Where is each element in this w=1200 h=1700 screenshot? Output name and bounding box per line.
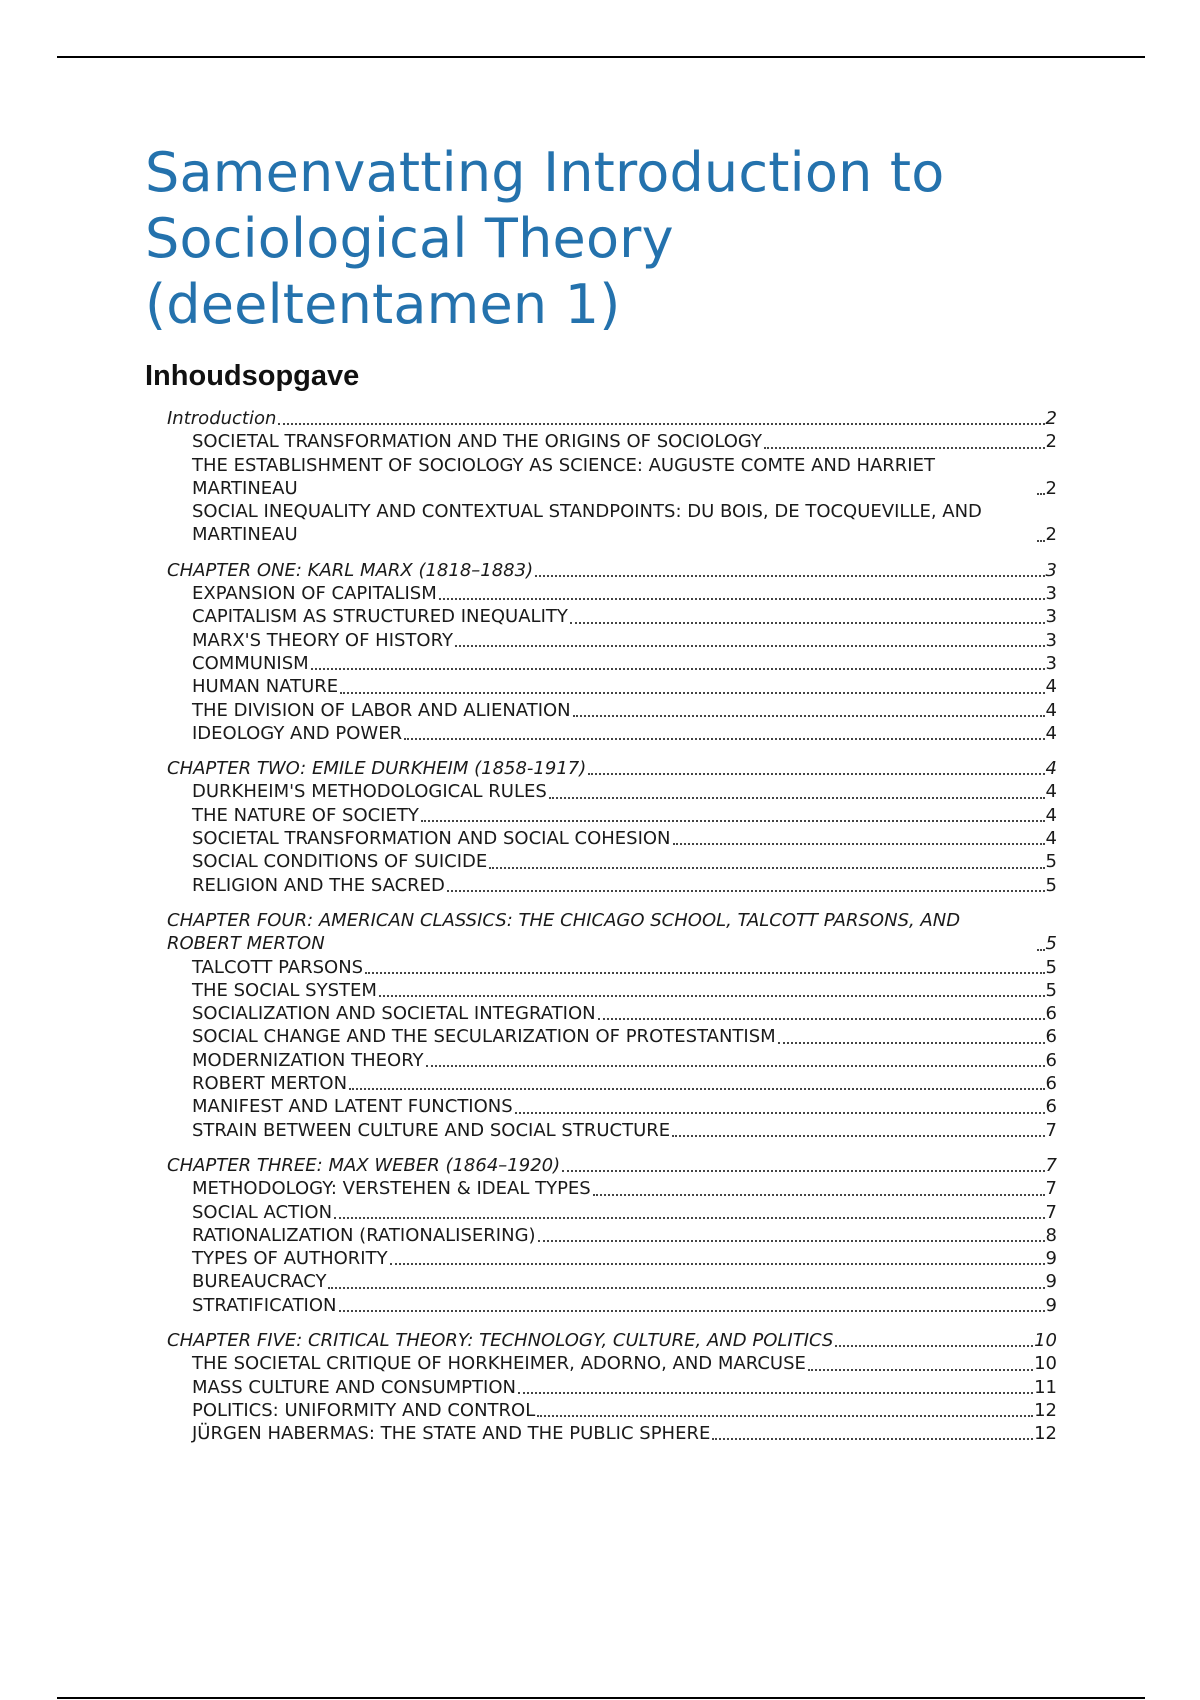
toc-page-number: 4 bbox=[1045, 758, 1057, 780]
toc-dot-leader bbox=[549, 797, 1045, 799]
toc-entry-label: MANIFEST AND LATENT FUNCTIONS bbox=[192, 1096, 513, 1118]
toc-dot-leader bbox=[390, 1263, 1045, 1265]
toc-chapter-block bbox=[167, 407, 1057, 547]
document-title: Samenvatting Introduction to Sociological Theory (deeltentamen 1) bbox=[145, 141, 945, 336]
toc-section-entry[interactable] bbox=[167, 979, 1057, 1002]
toc-dot-leader bbox=[535, 575, 1044, 577]
toc-entry-label: METHODOLOGY: VERSTEHEN & IDEAL TYPES bbox=[192, 1178, 591, 1200]
toc-section-entry[interactable] bbox=[167, 1376, 1057, 1399]
toc-section-entry[interactable] bbox=[167, 582, 1057, 605]
toc-dot-leader bbox=[328, 1287, 1044, 1289]
toc-entry-label: SOCIETAL TRANSFORMATION AND SOCIAL COHESION bbox=[192, 828, 671, 850]
toc-entry-label: SOCIAL CONDITIONS OF SUICIDE bbox=[192, 851, 488, 873]
toc-entry-label: THE ESTABLISHMENT OF SOCIOLOGY AS SCIENCE: AUGUSTE COMTE AND HARRIET MARTINEAU bbox=[192, 454, 935, 499]
toc-section-entry[interactable] bbox=[167, 850, 1057, 873]
toc-section-entry[interactable] bbox=[167, 1270, 1057, 1293]
toc-dot-leader bbox=[562, 1170, 1044, 1172]
toc-entry-label: THE SOCIAL SYSTEM bbox=[192, 979, 377, 1001]
toc-dot-leader bbox=[404, 738, 1044, 740]
toc-section-entry[interactable] bbox=[167, 1352, 1057, 1375]
toc-section-entry[interactable] bbox=[167, 1247, 1057, 1270]
toc-chapter-block bbox=[167, 757, 1057, 897]
toc-entry-label: MODERNIZATION THEORY bbox=[192, 1049, 424, 1071]
toc-dot-leader bbox=[515, 1112, 1045, 1114]
toc-dot-leader bbox=[588, 773, 1044, 775]
toc-chapter-entry[interactable] bbox=[167, 559, 1057, 582]
toc-dot-leader bbox=[426, 1065, 1045, 1067]
toc-page-number: 7 bbox=[1045, 1154, 1057, 1176]
toc-chapter-entry[interactable] bbox=[167, 407, 1057, 430]
toc-entry-label: DURKHEIM'S METHODOLOGICAL RULES bbox=[192, 781, 547, 803]
toc-page-number: 4 bbox=[1045, 828, 1057, 850]
toc-chapter-entry[interactable] bbox=[167, 909, 1057, 956]
toc-dot-leader bbox=[311, 668, 1045, 670]
toc-section-entry[interactable] bbox=[167, 1002, 1057, 1025]
toc-dot-leader bbox=[421, 820, 1045, 822]
toc-chapter-block bbox=[167, 909, 1057, 1142]
toc-chapter-block bbox=[167, 1154, 1057, 1317]
toc-section-entry[interactable] bbox=[167, 1201, 1057, 1224]
toc-entry-label: CHAPTER FOUR: AMERICAN CLASSICS: THE CHICAGO SCHOOL, TALCOTT PARSONS, AND ROBERT MERTON bbox=[167, 909, 961, 955]
toc-dot-leader bbox=[593, 1194, 1045, 1196]
toc-page-number: 12 bbox=[1034, 1399, 1057, 1421]
toc-entry-label: CAPITALISM AS STRUCTURED INEQUALITY bbox=[192, 606, 568, 628]
toc-entry-label: CHAPTER THREE: MAX WEBER (1864–1920) bbox=[167, 1154, 561, 1176]
toc-dot-leader bbox=[447, 890, 1045, 892]
toc-page-number: 12 bbox=[1034, 1423, 1057, 1445]
toc-page-number: 2 bbox=[1045, 408, 1057, 429]
toc-page-number: 6 bbox=[1045, 1003, 1057, 1025]
toc-entry-label: THE NATURE OF SOCIETY bbox=[192, 804, 419, 826]
toc-page-number: 5 bbox=[1045, 851, 1057, 873]
toc-chapter-block bbox=[167, 559, 1057, 745]
toc-dot-leader bbox=[1037, 949, 1045, 951]
toc-section-entry[interactable] bbox=[167, 874, 1057, 897]
toc-section-entry[interactable] bbox=[167, 780, 1057, 803]
toc-section-entry[interactable] bbox=[167, 605, 1057, 628]
toc-page-number: 9 bbox=[1045, 1294, 1057, 1316]
toc-section-entry[interactable] bbox=[167, 1025, 1057, 1048]
toc-section-entry[interactable] bbox=[167, 454, 1057, 501]
toc-dot-leader bbox=[808, 1369, 1033, 1371]
toc-entry-label: JÜRGEN HABERMAS: THE STATE AND THE PUBLIC SPHERE bbox=[192, 1423, 711, 1445]
toc-entry-label: POLITICS: UNIFORMITY AND CONTROL bbox=[192, 1399, 536, 1421]
toc-entry-label: IDEOLOGY AND POWER bbox=[192, 722, 403, 744]
toc-page-number: 11 bbox=[1034, 1376, 1057, 1398]
toc-page-number: 3 bbox=[1045, 583, 1057, 605]
toc-entry-label: CHAPTER TWO: EMILE DURKHEIM (1858-1917) bbox=[167, 758, 587, 780]
toc-section-entry[interactable] bbox=[167, 804, 1057, 827]
toc-dot-leader bbox=[340, 692, 1044, 694]
toc-section-entry[interactable] bbox=[167, 1399, 1057, 1422]
toc-dot-leader bbox=[835, 1345, 1033, 1347]
toc-entry-label: RATIONALIZATION (RATIONALISERING) bbox=[192, 1224, 536, 1246]
toc-page-number: 6 bbox=[1045, 1073, 1057, 1095]
toc-chapter-block bbox=[167, 1329, 1057, 1445]
toc-dot-leader bbox=[379, 995, 1045, 997]
toc-entry-label: MARX'S THEORY OF HISTORY bbox=[192, 629, 453, 651]
toc-section-entry[interactable] bbox=[167, 1095, 1057, 1118]
toc-page-number: 4 bbox=[1045, 676, 1057, 698]
toc-section-entry[interactable] bbox=[167, 1049, 1057, 1072]
toc-entry-label: Introduction bbox=[167, 408, 277, 429]
toc-entry-label: SOCIALIZATION AND SOCIETAL INTEGRATION bbox=[192, 1003, 596, 1025]
toc-page-number: 2 bbox=[1045, 431, 1057, 453]
toc-page-number: 5 bbox=[1045, 933, 1057, 955]
toc-dot-leader bbox=[570, 622, 1045, 624]
toc-page-number: 3 bbox=[1045, 652, 1057, 674]
toc-page-number: 5 bbox=[1045, 979, 1057, 1001]
toc-chapter-entry[interactable] bbox=[167, 1329, 1057, 1352]
toc-dot-leader bbox=[518, 1392, 1033, 1394]
toc-section-entry[interactable] bbox=[167, 500, 1057, 547]
toc-dot-leader bbox=[673, 843, 1045, 845]
toc-section-entry[interactable] bbox=[167, 652, 1057, 675]
toc-dot-leader bbox=[1037, 493, 1045, 495]
toc-page-number: 9 bbox=[1045, 1271, 1057, 1293]
toc-entry-label: ROBERT MERTON bbox=[192, 1073, 348, 1095]
toc-section-entry[interactable] bbox=[167, 1224, 1057, 1247]
toc-page-number: 2 bbox=[1045, 524, 1057, 546]
top-rule bbox=[57, 56, 1145, 58]
toc-dot-leader bbox=[455, 645, 1045, 647]
toc-dot-leader bbox=[489, 867, 1044, 869]
toc-entry-label: RELIGION AND THE SACRED bbox=[192, 874, 445, 896]
toc-dot-leader bbox=[349, 1088, 1045, 1090]
toc-entry-label: TALCOTT PARSONS bbox=[192, 956, 364, 978]
toc-entry-label: CHAPTER ONE: KARL MARX (1818–1883) bbox=[167, 559, 534, 581]
toc-entry-label: CHAPTER FIVE: CRITICAL THEORY: TECHNOLOGY, CULTURE, AND POLITICS bbox=[167, 1329, 834, 1351]
toc-page-number: 3 bbox=[1045, 606, 1057, 628]
toc-entry-label: SOCIAL INEQUALITY AND CONTEXTUAL STANDPOINTS: DU BOIS, DE TOCQUEVILLE, AND MARTINEAU bbox=[192, 501, 982, 546]
toc-dot-leader bbox=[672, 1135, 1044, 1137]
toc-section-entry[interactable] bbox=[167, 1177, 1057, 1200]
toc-entry-label: STRATIFICATION bbox=[192, 1294, 337, 1316]
toc-entry-label: STRAIN BETWEEN CULTURE AND SOCIAL STRUCTURE bbox=[192, 1119, 671, 1141]
table-of-contents bbox=[167, 407, 1057, 1445]
toc-page-number: 7 bbox=[1045, 1201, 1057, 1223]
toc-section-entry[interactable] bbox=[167, 1422, 1057, 1445]
toc-page-number: 4 bbox=[1045, 781, 1057, 803]
toc-dot-leader bbox=[365, 972, 1044, 974]
toc-page-number: 3 bbox=[1045, 629, 1057, 651]
toc-entry-label: TYPES OF AUTHORITY bbox=[192, 1248, 388, 1270]
toc-page-number: 7 bbox=[1045, 1178, 1057, 1200]
toc-page-number: 6 bbox=[1045, 1096, 1057, 1118]
toc-dot-leader bbox=[278, 423, 1044, 425]
toc-dot-leader bbox=[334, 1217, 1045, 1219]
toc-dot-leader bbox=[712, 1438, 1033, 1440]
toc-dot-leader bbox=[1037, 540, 1045, 542]
toc-dot-leader bbox=[573, 715, 1045, 717]
toc-dot-leader bbox=[598, 1018, 1045, 1020]
toc-dot-leader bbox=[778, 1042, 1045, 1044]
toc-entry-label: THE SOCIETAL CRITIQUE OF HORKHEIMER, ADORNO, AND MARCUSE bbox=[192, 1353, 806, 1375]
toc-page-number: 4 bbox=[1045, 804, 1057, 826]
toc-page-number: 3 bbox=[1045, 559, 1057, 581]
toc-dot-leader bbox=[538, 1240, 1045, 1242]
toc-entry-label: SOCIETAL TRANSFORMATION AND THE ORIGINS OF SOCIOLOGY bbox=[192, 431, 762, 453]
toc-page-number: 10 bbox=[1034, 1353, 1057, 1375]
toc-page-number: 6 bbox=[1045, 1049, 1057, 1071]
toc-dot-leader bbox=[537, 1415, 1033, 1417]
toc-entry-label: THE DIVISION OF LABOR AND ALIENATION bbox=[192, 699, 571, 721]
toc-page-number: 8 bbox=[1045, 1224, 1057, 1246]
toc-section-entry[interactable] bbox=[167, 722, 1057, 745]
toc-heading: Inhoudsopgave bbox=[145, 360, 360, 392]
toc-chapter-entry[interactable] bbox=[167, 1154, 1057, 1177]
toc-entry-label: BUREAUCRACY bbox=[192, 1271, 327, 1293]
toc-section-entry[interactable] bbox=[167, 1294, 1057, 1317]
toc-section-entry[interactable] bbox=[167, 1072, 1057, 1095]
toc-section-entry[interactable] bbox=[167, 1119, 1057, 1142]
toc-section-entry[interactable] bbox=[167, 827, 1057, 850]
toc-entry-label: SOCIAL ACTION bbox=[192, 1201, 333, 1223]
toc-entry-label: HUMAN NATURE bbox=[192, 676, 339, 698]
document-body bbox=[145, 140, 1057, 1457]
toc-page-number: 7 bbox=[1045, 1119, 1057, 1141]
toc-entry-label: SOCIAL CHANGE AND THE SECULARIZATION OF PROTESTANTISM bbox=[192, 1026, 776, 1048]
toc-entry-label: MASS CULTURE AND CONSUMPTION bbox=[192, 1376, 516, 1398]
toc-page-number: 2 bbox=[1045, 477, 1057, 499]
toc-page-number: 4 bbox=[1045, 699, 1057, 721]
toc-entry-label: COMMUNISM bbox=[192, 652, 309, 674]
toc-page-number: 9 bbox=[1045, 1248, 1057, 1270]
toc-page-number: 5 bbox=[1045, 956, 1057, 978]
toc-section-entry[interactable] bbox=[167, 675, 1057, 698]
toc-section-entry[interactable] bbox=[167, 629, 1057, 652]
toc-chapter-entry[interactable] bbox=[167, 757, 1057, 780]
toc-entry-label: EXPANSION OF CAPITALISM bbox=[192, 583, 437, 605]
toc-dot-leader bbox=[339, 1310, 1045, 1312]
toc-page-number: 4 bbox=[1045, 722, 1057, 744]
toc-dot-leader bbox=[764, 447, 1045, 449]
toc-page-number: 10 bbox=[1034, 1329, 1057, 1351]
toc-section-entry[interactable] bbox=[167, 956, 1057, 979]
toc-page-number: 6 bbox=[1045, 1026, 1057, 1048]
toc-page-number: 5 bbox=[1045, 874, 1057, 896]
bottom-rule bbox=[57, 1697, 1145, 1699]
toc-section-entry[interactable] bbox=[167, 699, 1057, 722]
toc-section-entry[interactable] bbox=[167, 430, 1057, 453]
toc-dot-leader bbox=[439, 598, 1045, 600]
